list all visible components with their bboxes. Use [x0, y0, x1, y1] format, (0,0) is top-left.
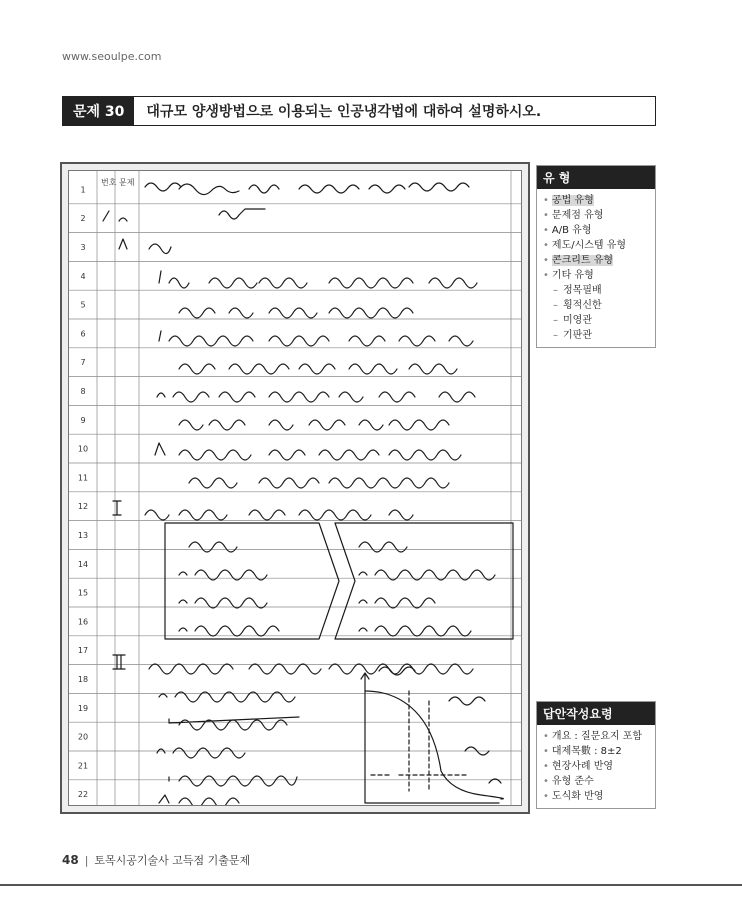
- type-subitem-label: 기판관: [563, 330, 592, 341]
- type-item: [543, 238, 651, 253]
- bullet-dot-icon: •: [543, 225, 549, 236]
- bullet-dot-icon: •: [543, 791, 549, 802]
- bullet-dot-icon: •: [543, 195, 549, 206]
- row-number: 11: [77, 473, 89, 483]
- guide-item-label: 현장사례 반영: [551, 761, 614, 772]
- footer: [62, 852, 250, 868]
- row-number: 8: [80, 387, 86, 396]
- question-title: 대규모 양생방법으로 이용되는 인공냉각법에 대하여 설명하시오.: [146, 104, 542, 120]
- answer-sheet-canvas: [69, 171, 521, 805]
- row-number: 4: [80, 271, 86, 281]
- book-title: 토목시공기술사 고득점 기출문제: [94, 854, 251, 867]
- row-number: 21: [77, 761, 89, 771]
- dash-icon: –: [553, 300, 558, 311]
- row-number: 7: [80, 358, 86, 368]
- type-item: [543, 253, 651, 268]
- dash-icon: –: [553, 315, 558, 326]
- guide-item-label: 대제목數 : 8±2: [551, 746, 622, 757]
- row-number: 6: [80, 329, 86, 339]
- guide-item: [543, 729, 651, 744]
- bullet-dot-icon: •: [543, 210, 549, 221]
- bullet-dot-icon: •: [543, 240, 549, 251]
- type-subitem: [543, 313, 651, 328]
- header-number: 번호: [101, 178, 117, 187]
- type-item-label: 콘크리트 유형: [551, 255, 614, 266]
- row-number: 12: [77, 502, 89, 512]
- handwriting: [103, 183, 513, 805]
- row-number: 9: [80, 415, 86, 425]
- guide-item: [543, 759, 651, 774]
- question-label: 문제 30: [63, 97, 134, 125]
- row-number: 18: [77, 675, 89, 684]
- row-number: 19: [77, 703, 89, 713]
- row-number: 5: [80, 300, 86, 310]
- type-item-label: 제도/시스템 유형: [551, 240, 627, 251]
- type-item: [543, 193, 651, 208]
- footer-separator-icon: |: [84, 853, 89, 867]
- row-number: 20: [77, 732, 89, 742]
- guide-item-label: 유형 준수: [551, 776, 594, 787]
- guide-item: [543, 789, 651, 804]
- site-url: www.seoulpe.com: [62, 50, 162, 63]
- row-number: 13: [77, 531, 89, 540]
- guide-panel-title: 답안작성요령: [537, 702, 655, 725]
- type-subitem-label: 정목필배: [563, 285, 602, 296]
- type-item: [543, 208, 651, 223]
- row-number: 14: [77, 559, 89, 569]
- question-bar: [62, 96, 656, 126]
- guide-list: [537, 725, 655, 808]
- row-number: 1: [80, 185, 86, 195]
- type-panel-title: 유 형: [537, 166, 655, 189]
- type-panel: [536, 165, 656, 348]
- guide-item: [543, 774, 651, 789]
- row-number: 22: [77, 790, 89, 800]
- answer-sheet-paper: [68, 170, 522, 806]
- guide-item-label: 개요 : 질문요지 포함: [551, 731, 643, 742]
- type-item-label: A/B 유형: [551, 225, 592, 236]
- bullet-dot-icon: •: [543, 761, 549, 772]
- type-subitem-label: 횡적신한: [563, 300, 602, 311]
- row-number: 15: [77, 588, 89, 598]
- type-subitem: [543, 283, 651, 298]
- bullet-dot-icon: •: [543, 270, 549, 281]
- row-number: 2: [80, 214, 86, 224]
- guide-item: [543, 744, 651, 759]
- dash-icon: –: [553, 285, 558, 296]
- guide-item-label: 도식화 반영: [551, 791, 604, 802]
- row-number: 10: [77, 444, 89, 454]
- row-number: 17: [77, 646, 89, 656]
- type-item-label: 문제점 유형: [551, 210, 604, 221]
- type-item-label: 공법 유형: [551, 195, 594, 206]
- type-item-label: 기타 유형: [551, 270, 594, 281]
- bottom-rule: [0, 884, 742, 886]
- answer-sheet: [60, 162, 530, 814]
- page-number: 48: [62, 853, 79, 867]
- bullet-dot-icon: •: [543, 746, 549, 757]
- type-item: [543, 223, 651, 238]
- row-number: 16: [77, 617, 89, 627]
- bullet-dot-icon: •: [543, 255, 549, 266]
- row-number: 3: [80, 243, 86, 252]
- type-subitem-label: 미영관: [563, 315, 592, 326]
- header-question: 문제: [119, 178, 135, 187]
- type-subitem: [543, 298, 651, 313]
- dash-icon: –: [553, 330, 558, 341]
- bullet-dot-icon: •: [543, 731, 549, 742]
- type-item: [543, 268, 651, 283]
- type-subitem: [543, 328, 651, 343]
- bullet-dot-icon: •: [543, 776, 549, 787]
- guide-panel: [536, 701, 656, 809]
- type-list: [537, 189, 655, 347]
